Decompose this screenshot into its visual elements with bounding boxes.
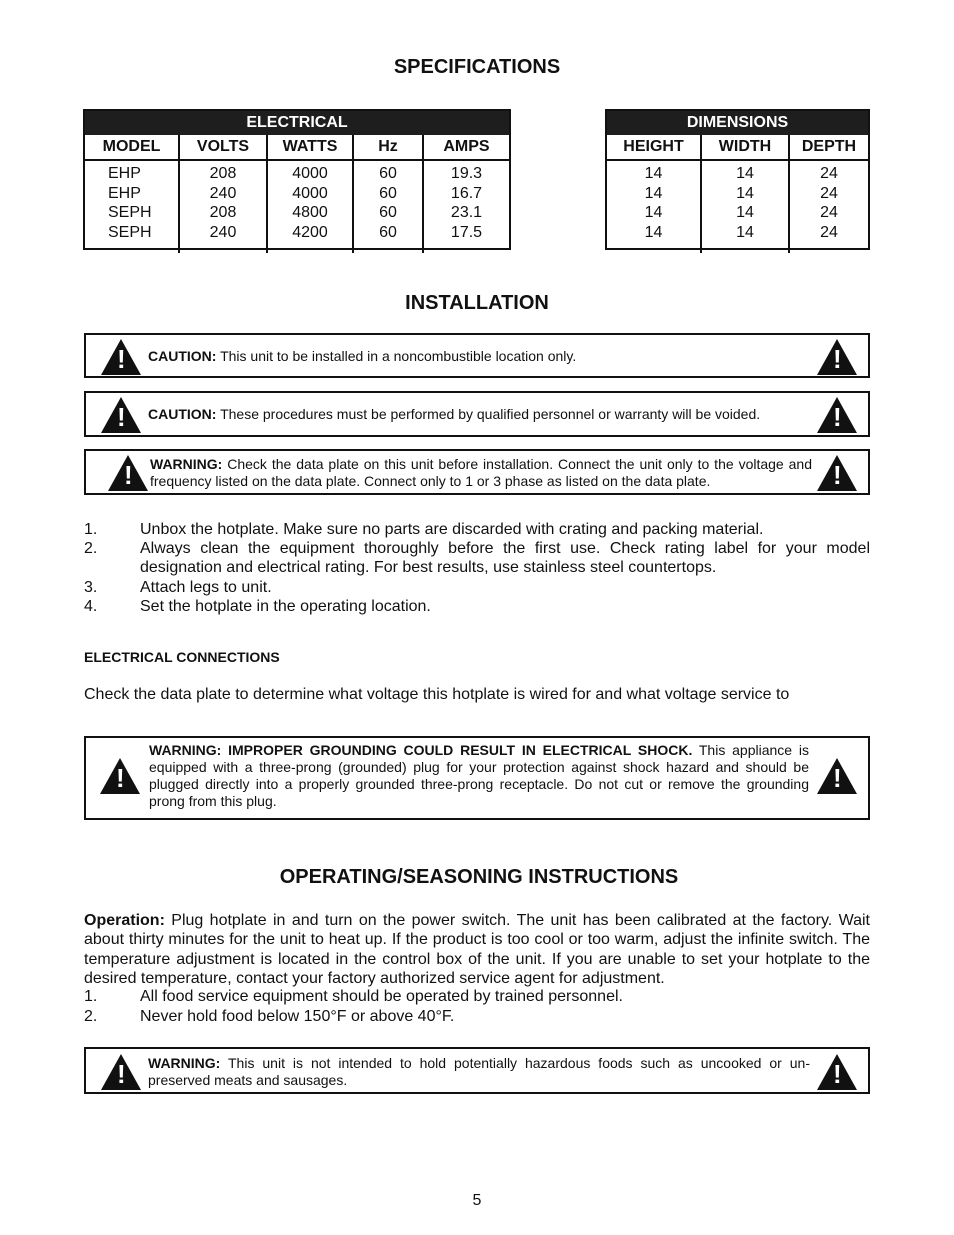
table-cell: SEPH	[108, 223, 152, 241]
warning-triangle-icon: !	[817, 1054, 857, 1090]
electrical-banner: ELECTRICAL	[85, 111, 509, 135]
table-cell: 60	[379, 204, 397, 221]
column-header-volts: VOLTS	[180, 135, 268, 159]
table-cell: 4800	[292, 204, 328, 221]
width-column	[702, 161, 790, 253]
warning-triangle-icon: !	[817, 339, 857, 375]
hz-column	[354, 161, 424, 253]
page-number: 5	[472, 1192, 482, 1209]
table-cell: 208	[209, 204, 237, 221]
warning-triangle-icon: !	[817, 758, 857, 794]
operating-heading: OPERATING/SEASONING INSTRUCTIONS	[279, 866, 679, 888]
warning-box-hazardous-foods	[84, 1047, 870, 1094]
caution-box-noncombustible	[84, 333, 870, 378]
warning-text: WARNING: Check the data plate on this unit before installation. Connect the unit only to the voltage and frequency listed on the data plate. Connect only to 1 or 3 phase as listed on the data plate.	[150, 456, 812, 489]
table-cell: 14	[736, 184, 754, 202]
table-cell: 14	[644, 223, 663, 241]
list-text: Set the hotplate in the operating location.	[140, 598, 431, 615]
table-cell: 208	[209, 165, 237, 182]
table-cell: 4000	[292, 165, 328, 182]
table-cell: 4200	[292, 223, 328, 241]
list-number: 1.	[84, 521, 98, 538]
depth-column	[790, 161, 868, 253]
list-text: Attach legs to unit.	[140, 579, 272, 596]
warning-triangle-icon: !	[817, 455, 857, 491]
electrical-body	[85, 161, 509, 253]
electrical-connections-text: Check the data plate to determine what voltage this hotplate is wired for and what voltage service to	[84, 686, 790, 703]
column-header-depth: DEPTH	[801, 138, 857, 155]
caution-text: CAUTION: This unit to be installed in a noncombustible location only.	[148, 348, 577, 364]
column-header-model: MODEL	[85, 135, 180, 159]
caution-box-qualified-personnel	[84, 391, 870, 437]
column-header-height: HEIGHT	[607, 135, 702, 159]
table-cell: 14	[736, 204, 754, 221]
table-cell: 60	[379, 223, 397, 241]
electrical-table	[83, 109, 511, 250]
column-header-hz: Hz	[354, 135, 424, 159]
list-number: 4.	[84, 598, 98, 615]
warning-triangle-icon: !	[101, 397, 141, 433]
list-number: 2.	[84, 540, 98, 557]
list-text: Unbox the hotplate. Make sure no parts are discarded with crating and packing material.	[140, 521, 764, 538]
watts-column	[268, 161, 354, 253]
list-number: 1.	[84, 988, 98, 1005]
column-header-watts: WATTS	[268, 135, 354, 159]
table-cell: 14	[736, 165, 754, 182]
specifications-heading: SPECIFICATIONS	[393, 56, 561, 78]
list-item	[84, 987, 870, 1007]
table-cell: 4000	[292, 184, 328, 202]
dimensions-body	[607, 161, 868, 253]
warning-text: WARNING: This unit is not intended to hold potentially hazardous foods such as uncooked or un-preserved meats and sausages.	[148, 1055, 810, 1088]
table-cell: EHP	[108, 165, 141, 182]
electrical-connections-heading: ELECTRICAL CONNECTIONS	[84, 649, 280, 665]
warning-triangle-icon: !	[100, 758, 140, 794]
table-cell: 14	[736, 223, 754, 241]
electrical-header-row	[85, 135, 509, 161]
list-text: Never hold food below 150°F or above 40°F.	[140, 1008, 455, 1025]
table-cell: EHP	[108, 184, 141, 202]
table-cell: 24	[820, 223, 838, 241]
list-text: Always clean the equipment thoroughly before the first use. Check rating label for your model designation and electrical rating. For best results, use stainless steel countertops.	[140, 540, 870, 577]
list-number: 3.	[84, 579, 98, 596]
list-item	[84, 1007, 870, 1027]
volts-column	[180, 161, 268, 253]
table-cell: SEPH	[108, 204, 152, 221]
table-cell: 60	[379, 184, 397, 202]
table-cell: 23.1	[450, 204, 483, 221]
operation-paragraph	[84, 911, 870, 988]
list-item	[84, 578, 870, 598]
installation-heading: INSTALLATION	[405, 292, 549, 314]
list-text: All food service equipment should be operated by trained personnel.	[140, 988, 623, 1005]
operation-text: Plug hotplate in and turn on the power switch. The unit has been calibrated at the factory. Wait about thirty minutes for the unit to heat up. If the product is too cool or too warm, adjust the infinite switch. The temperature adjustment is located in the control box of the unit. If you are unable to set your hotplate to the desired temperature, contact your factory authorized service agent for adjustment.	[84, 912, 870, 987]
list-item	[84, 597, 870, 617]
table-cell: 14	[644, 184, 663, 202]
table-cell: 14	[644, 204, 663, 221]
table-cell: 17.5	[450, 223, 483, 241]
list-item	[84, 520, 870, 540]
height-column	[607, 161, 702, 253]
warning-triangle-icon: !	[817, 397, 857, 433]
dimensions-table	[605, 109, 870, 250]
warning-triangle-icon: !	[101, 339, 141, 375]
warning-box-data-plate	[84, 449, 870, 495]
dimensions-banner: DIMENSIONS	[607, 111, 868, 135]
caution-text: CAUTION: These procedures must be performed by qualified personnel or warranty will be voided.	[148, 406, 761, 422]
table-cell: 240	[209, 223, 237, 241]
table-cell: 60	[379, 165, 397, 182]
table-cell: 19.3	[450, 165, 483, 182]
table-cell: 24	[820, 204, 838, 221]
table-cell: 14	[644, 165, 663, 182]
table-cell: 24	[820, 184, 838, 202]
warning-triangle-icon: !	[108, 455, 148, 491]
warning-text: WARNING: IMPROPER GROUNDING COULD RESULT IN ELECTRICAL SHOCK. This appliance is equipped with a three-prong (grounded) plug for your protection against shock hazard and should be plugged directly into a properly grounded three-prong receptacle. Do not cut or remove the grounding prong from this plug.	[149, 742, 809, 809]
dimensions-header-row	[607, 135, 868, 161]
model-column	[85, 161, 180, 253]
table-cell: 240	[209, 184, 237, 202]
column-header-width: WIDTH	[702, 135, 790, 159]
operation-label: Operation:	[84, 912, 165, 929]
warning-box-grounding	[84, 736, 870, 820]
amps-column	[424, 161, 509, 253]
table-cell: 16.7	[450, 184, 483, 202]
list-number: 2.	[84, 1008, 98, 1025]
column-header-amps: AMPS	[443, 138, 490, 155]
table-cell: 24	[820, 165, 838, 182]
list-item	[84, 539, 870, 579]
warning-triangle-icon: !	[101, 1054, 141, 1090]
